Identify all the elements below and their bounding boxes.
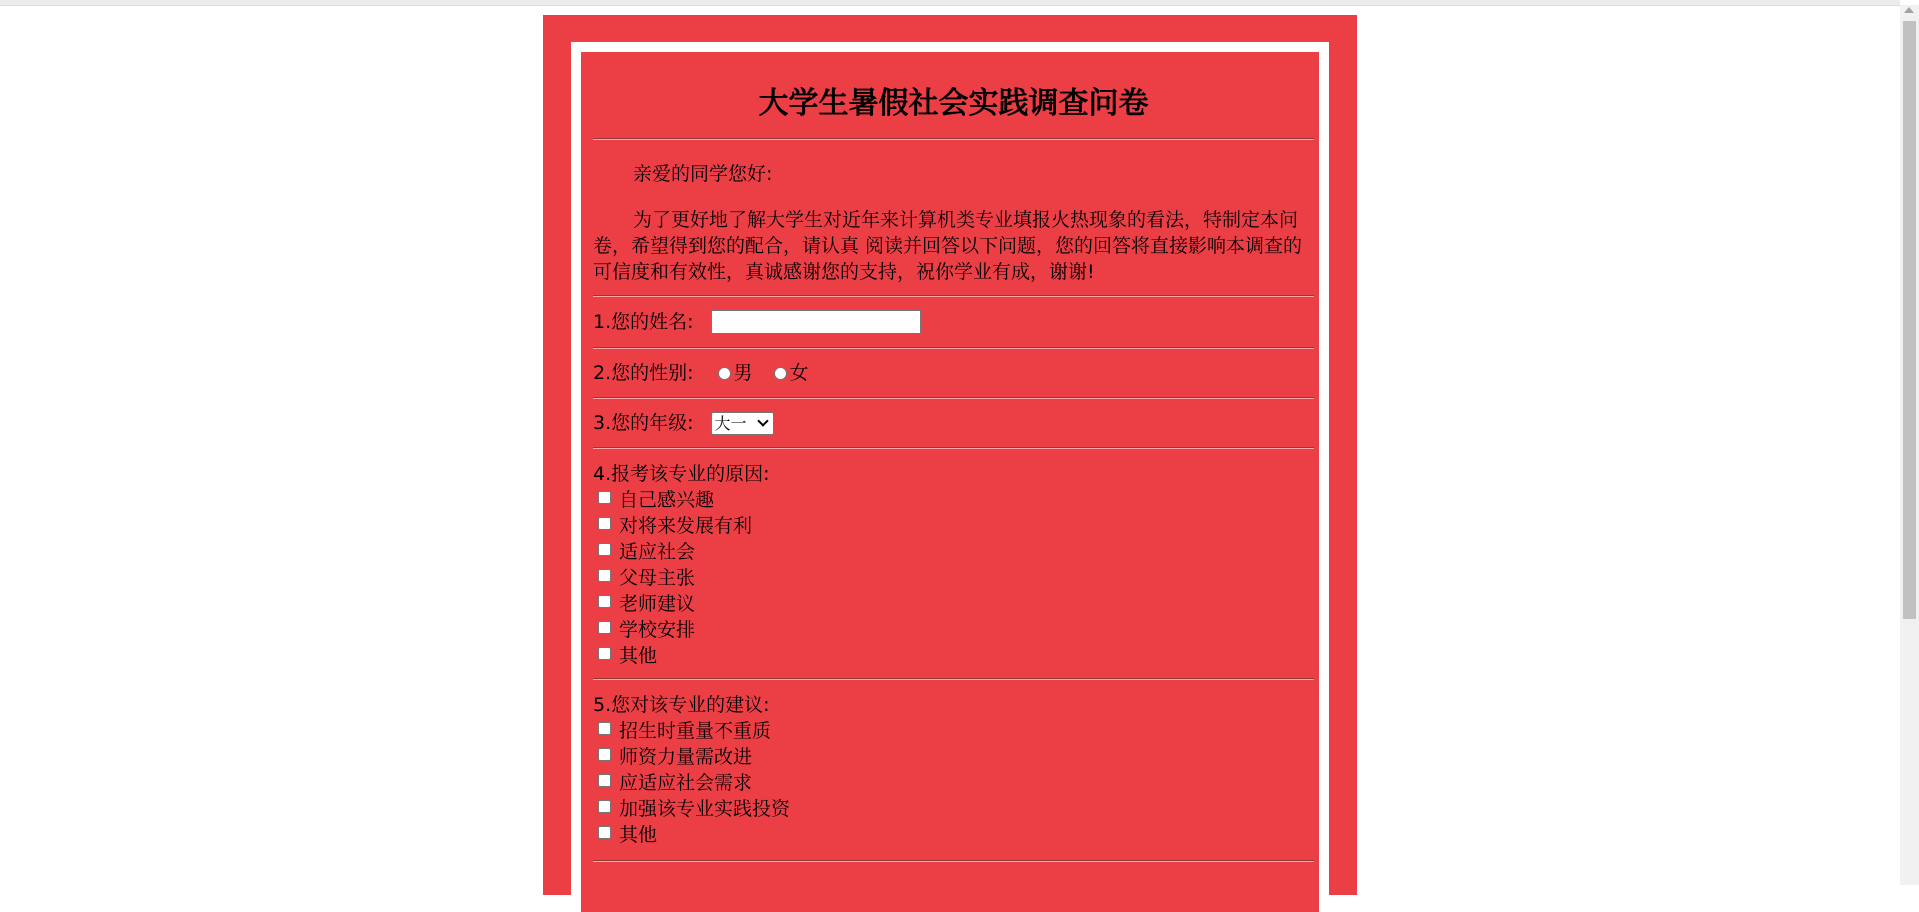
name-input[interactable] bbox=[711, 310, 921, 334]
reason-option[interactable] bbox=[593, 487, 1314, 513]
reason-option-label: 适应社会 bbox=[619, 541, 696, 563]
checkbox[interactable] bbox=[598, 569, 611, 582]
question-reasons-label: 4.报考该专业的原因: bbox=[593, 463, 770, 485]
radio-button-male[interactable] bbox=[718, 367, 731, 380]
survey-content bbox=[593, 52, 1314, 862]
reason-option[interactable] bbox=[593, 513, 1314, 539]
suggestion-option[interactable] bbox=[593, 744, 1314, 770]
reason-option[interactable] bbox=[593, 565, 1314, 591]
reason-option[interactable] bbox=[593, 539, 1314, 565]
checkbox[interactable] bbox=[598, 491, 611, 504]
reason-option-label: 学校安排 bbox=[619, 619, 696, 641]
checkbox[interactable] bbox=[598, 543, 611, 556]
scroll-up-icon[interactable] bbox=[1904, 7, 1914, 13]
reason-option[interactable] bbox=[593, 617, 1314, 643]
intro-text: 为了更好地了解大学生对近年来计算机类专业填报火热现象的看法，特制定本问卷，希望得到您的配合，请认真 阅读并回答以下问题，您的回答将直接影响本调查的可信度和有效性，真诚感谢您的支持，祝你学业有成，谢谢! bbox=[593, 209, 1303, 283]
checkbox[interactable] bbox=[598, 647, 611, 660]
question-suggestions-label: 5.您对该专业的建议: bbox=[593, 694, 770, 716]
question-gender bbox=[593, 349, 1314, 397]
suggestion-option-label: 加强该专业实践投资 bbox=[619, 798, 791, 820]
chevron-down-icon bbox=[757, 415, 768, 426]
suggestion-option[interactable] bbox=[593, 796, 1314, 822]
suggestion-option[interactable] bbox=[593, 822, 1314, 848]
divider bbox=[593, 860, 1314, 862]
page-title: 大学生暑假社会实践调查问卷 bbox=[758, 86, 1149, 121]
checkbox[interactable] bbox=[598, 621, 611, 634]
question-grade bbox=[593, 399, 1314, 447]
reason-option[interactable] bbox=[593, 643, 1314, 669]
radio-button-female[interactable] bbox=[774, 367, 787, 380]
checkbox[interactable] bbox=[598, 800, 611, 813]
checkbox[interactable] bbox=[598, 517, 611, 530]
reason-option-label: 对将来发展有利 bbox=[619, 515, 753, 537]
suggestion-option-label: 应适应社会需求 bbox=[619, 772, 753, 794]
reason-option-label: 自己感兴趣 bbox=[619, 489, 715, 511]
question-name-label: 1.您的姓名: bbox=[593, 311, 694, 333]
question-grade-label: 3.您的年级: bbox=[593, 412, 694, 434]
grade-select-value: 大一 bbox=[714, 413, 747, 433]
vertical-scrollbar[interactable] bbox=[1900, 5, 1919, 885]
checkbox[interactable] bbox=[598, 774, 611, 787]
greeting-text: 亲爱的同学您好: bbox=[633, 163, 773, 185]
suggestion-option-label: 招生时重量不重质 bbox=[619, 720, 772, 742]
reason-option-label: 老师建议 bbox=[619, 593, 696, 615]
question-gender-label: 2.您的性别: bbox=[593, 362, 694, 384]
suggestion-option[interactable] bbox=[593, 718, 1314, 744]
grade-select[interactable] bbox=[711, 412, 774, 435]
checkbox[interactable] bbox=[598, 826, 611, 839]
suggestion-option[interactable] bbox=[593, 770, 1314, 796]
suggestion-option-label: 师资力量需改进 bbox=[619, 746, 753, 768]
reason-option-label: 父母主张 bbox=[619, 567, 696, 589]
browser-top-edge bbox=[0, 0, 1900, 6]
gender-option-male[interactable] bbox=[714, 360, 753, 386]
gender-option-female[interactable] bbox=[770, 360, 809, 386]
reason-option-label: 其他 bbox=[619, 645, 658, 667]
checkbox[interactable] bbox=[598, 722, 611, 735]
gender-option-label: 女 bbox=[789, 362, 809, 384]
question-reasons bbox=[593, 449, 1314, 678]
question-suggestions bbox=[593, 680, 1314, 860]
survey-outer-border bbox=[543, 15, 1357, 895]
gender-option-label: 男 bbox=[733, 362, 753, 384]
survey-white-frame bbox=[571, 42, 1329, 902]
checkbox[interactable] bbox=[598, 748, 611, 761]
scrollbar-thumb[interactable] bbox=[1903, 21, 1916, 619]
suggestion-option-label: 其他 bbox=[619, 824, 658, 846]
checkbox[interactable] bbox=[598, 595, 611, 608]
reason-option[interactable] bbox=[593, 591, 1314, 617]
question-name bbox=[593, 297, 1314, 347]
survey-panel bbox=[581, 52, 1319, 912]
